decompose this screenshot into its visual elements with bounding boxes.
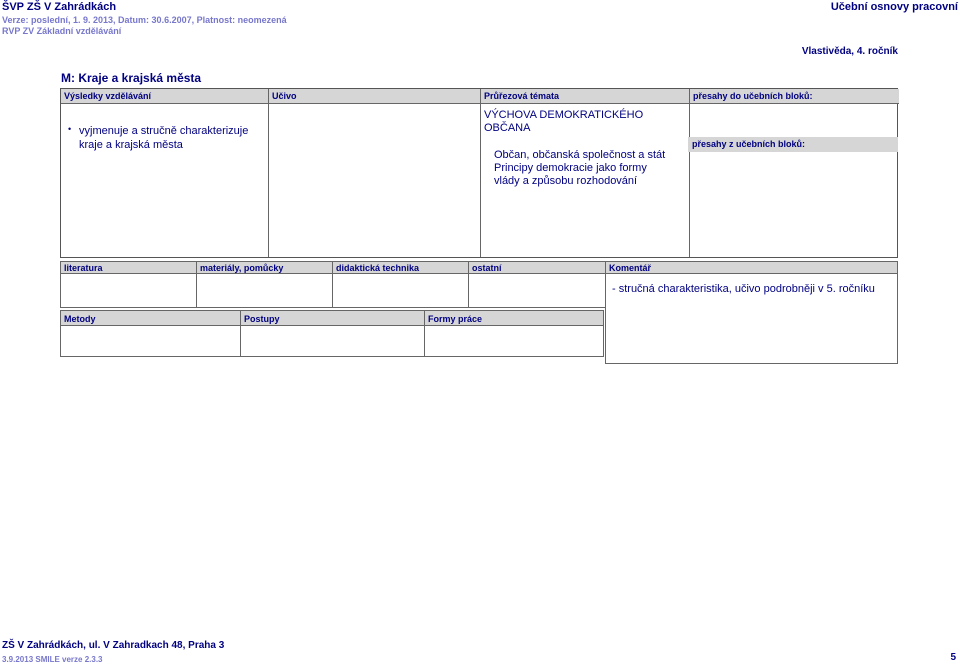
work-forms-cell: [424, 325, 604, 357]
column-divider: [480, 104, 481, 257]
header-work-forms: Formy práce: [424, 310, 604, 326]
rvp-line: RVP ZV Základní vzdělávání: [2, 26, 122, 36]
header-procedures: Postupy: [240, 310, 425, 326]
column-divider: [689, 104, 690, 257]
subject-label: Vlastivěda, 4. ročník: [801, 46, 898, 57]
header-cross-topics: Průřezová témata: [481, 89, 690, 104]
header-curriculum: Učivo: [269, 89, 481, 104]
curriculum-table: [60, 88, 898, 258]
cross-topic: [484, 109, 674, 188]
materials-cell: [196, 273, 333, 308]
comment-text: - stručná charakteristika, učivo podrobněji v 5. ročníku: [612, 283, 875, 295]
methods-cell: [60, 325, 241, 357]
literature-cell: [60, 273, 197, 308]
procedures-cell: [240, 325, 425, 357]
header-other: ostatní: [468, 261, 606, 274]
footer-address: ZŠ V Zahrádkách, ul. V Zahradkach 48, Praha 3: [2, 640, 225, 651]
footer-version: 3.9.2013 SMILE verze 2.3.3: [2, 655, 103, 664]
cross-topic-item: Občan, občanská společnost a stát: [494, 149, 666, 161]
other-cell: [468, 273, 606, 308]
header-materials: materiály, pomůcky: [196, 261, 333, 274]
header-cross-from: přesahy z učebních bloků:: [688, 137, 898, 152]
version-line: Verze: poslední, 1. 9. 2013, Datum: 30.6.2007, Platnost: neomezená: [2, 15, 287, 25]
outcome-text: vyjmenuje a stručně charakterizuje kraje a krajská města: [79, 125, 249, 151]
header-methods: Metody: [60, 310, 241, 326]
bullet-icon: •: [68, 124, 72, 134]
document-type: Učební osnovy pracovní: [830, 1, 958, 13]
topic-title: M: Kraje a krajská města: [61, 71, 202, 85]
page-number: 5: [950, 652, 956, 663]
header-didactic-tech: didaktická technika: [332, 261, 469, 274]
header-literature: literatura: [60, 261, 197, 274]
header-comment: Komentář: [605, 261, 898, 274]
cross-topic-item: Principy demokracie jako formy vlády a způsobu rozhodování: [494, 162, 647, 187]
header-outcomes: Výsledky vzdělávání: [61, 89, 269, 104]
cross-topic-title: VÝCHOVA DEMOKRATICKÉHO OBČANA: [484, 109, 644, 134]
header-cross-to: přesahy do učebních bloků:: [690, 89, 899, 104]
document-title: ŠVP ZŠ V Zahrádkách: [2, 1, 117, 13]
didactic-tech-cell: [332, 273, 469, 308]
